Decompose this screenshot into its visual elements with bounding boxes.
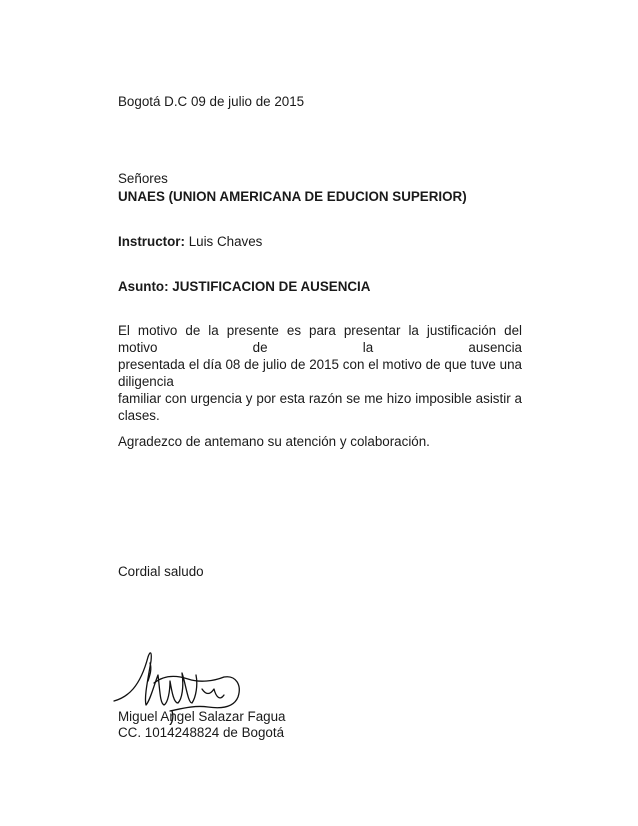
body-line: familiar con urgencia y por esta razón se me hizo imposible asistir a clases. <box>118 391 522 423</box>
instructor-name: Luis Chaves <box>184 234 263 249</box>
closing-text: Cordial saludo <box>118 564 204 579</box>
body-line: El motivo de la presente es para presentar la justificación del motivo de la ausencia <box>118 323 522 355</box>
place-date: Bogotá D.C 09 de julio de 2015 <box>118 94 305 109</box>
signer-id: CC. 1014248824 de Bogotá <box>118 725 285 740</box>
thanks-text: Agradezco de antemano su atención y colaboración. <box>118 434 430 449</box>
body-paragraph <box>118 322 522 424</box>
subject: Asunto: JUSTIFICACION DE AUSENCIA <box>118 279 371 294</box>
instructor-label: Instructor: <box>118 234 185 249</box>
instructor-line <box>118 233 262 250</box>
signer-name: Miguel Angel Salazar Fagua <box>118 709 286 724</box>
salutation: Señores <box>118 171 168 186</box>
body-line: presentada el día 08 de julio de 2015 con el motivo de que tuve una diligencia <box>118 357 522 389</box>
recipient: UNAES (UNION AMERICANA DE EDUCION SUPERIOR) <box>118 189 467 204</box>
